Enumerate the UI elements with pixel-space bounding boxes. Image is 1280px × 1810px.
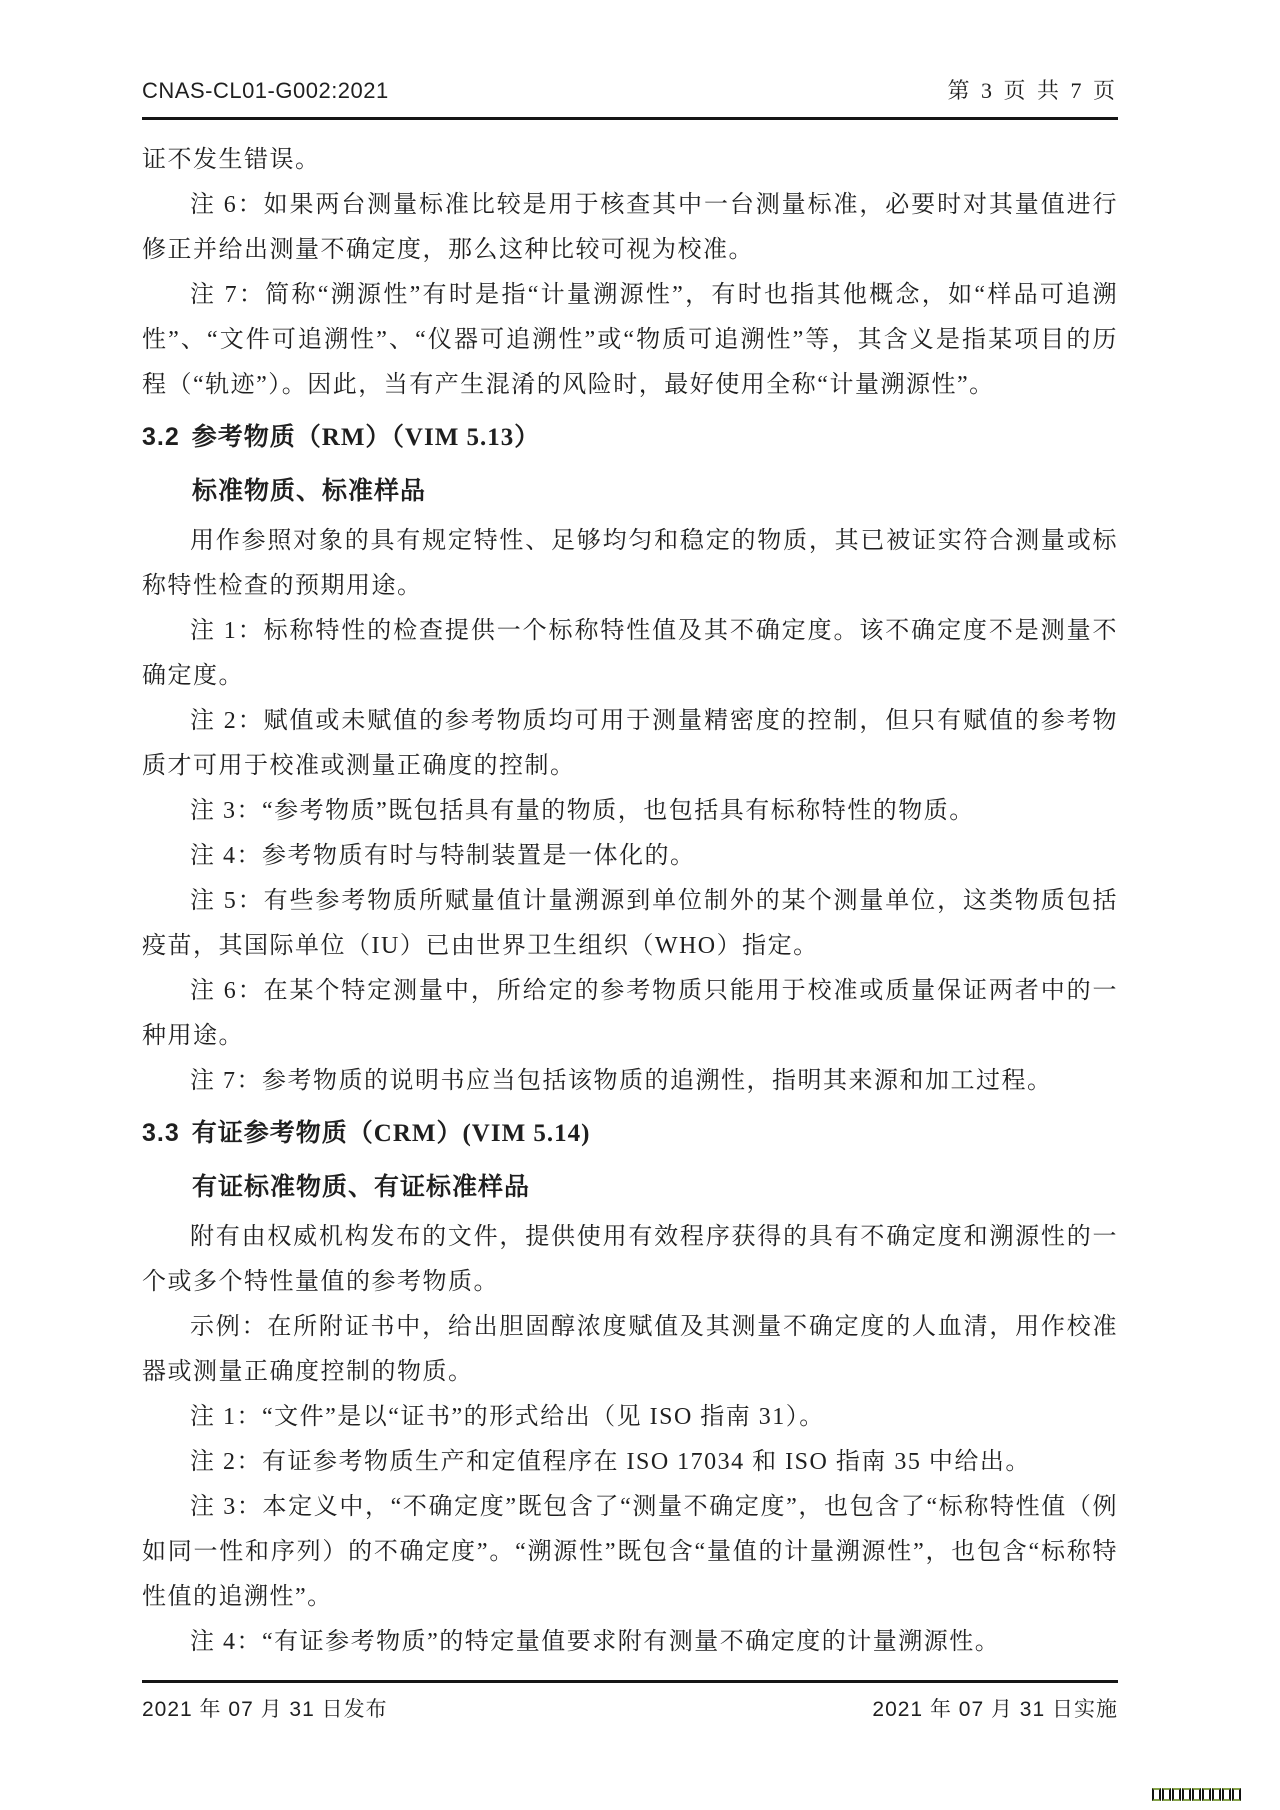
paragraph-note: 注 4：参考物质有时与特制装置是一体化的。 <box>190 843 696 869</box>
barcode-square <box>1202 1788 1211 1801</box>
barcode-square <box>1212 1788 1221 1801</box>
paragraph-note: 注 6：如果两台测量标准比较是用于核查其中一台测量标准，必要时对其量值进行修正并给出测量不确定度，那么这种比较可视为校准。 <box>142 192 1118 263</box>
doc-code: CNAS-CL01-G002:2021 <box>142 78 389 103</box>
paragraph-example: 示例：在所附证书中，给出胆固醇浓度赋值及其测量不确定度的人血清，用作校准器或测量正确度控制的物质。 <box>142 1314 1118 1385</box>
section-number: 3.3 <box>142 1119 180 1147</box>
barcode-square <box>1192 1788 1201 1801</box>
implementation-date: 2021 年 07 月 31 日实施 <box>872 1698 1118 1721</box>
section-title: 参考物质（RM）（VIM 5.13） <box>191 424 541 451</box>
page-header <box>142 0 1118 120</box>
page-footer <box>142 1680 1118 1723</box>
section-subheading: 有证标准物质、有证标准样品 <box>192 1174 531 1201</box>
section-number: 3.2 <box>142 423 180 451</box>
barcode-square <box>1222 1788 1231 1801</box>
barcode-square <box>1152 1788 1161 1801</box>
barcode-square <box>1182 1788 1191 1801</box>
paragraph-continuation: 证不发生错误。 <box>142 147 321 173</box>
paragraph-note: 注 1：标称特性的检查提供一个标称特性值及其不确定度。该不确定度不是测量不确定度。 <box>142 618 1118 689</box>
paragraph-note: 注 3：本定义中，“不确定度”既包含了“测量不确定度”，也包含了“标称特性值（例如同一性和序列）的不确定度”。“溯源性”既包含“量值的计量溯源性”，也包含“标称特性值的追溯性”。 <box>142 1494 1118 1610</box>
paragraph-note: 注 2：有证参考物质生产和定值程序在 ISO 17034 和 ISO 指南 35 中给出。 <box>190 1449 1031 1475</box>
barcode-square <box>1232 1788 1241 1801</box>
page-number-info: 第 3 页 共 7 页 <box>947 78 1118 103</box>
document-body <box>142 120 1118 1665</box>
barcode-square <box>1162 1788 1171 1801</box>
barcode-square <box>1172 1788 1181 1801</box>
section-subheading: 标准物质、标准样品 <box>192 478 427 505</box>
paragraph-note: 注 4：“有证参考物质”的特定量值要求附有测量不确定度的计量溯源性。 <box>190 1629 1001 1655</box>
paragraph-note: 注 3：“参考物质”既包括具有量的物质，也包括具有标称特性的物质。 <box>190 798 975 824</box>
paragraph-definition: 附有由权威机构发布的文件，提供使用有效程序获得的具有不确定度和溯源性的一个或多个特性量值的参考物质。 <box>142 1224 1118 1295</box>
paragraph-note: 注 1：“文件”是以“证书”的形式给出（见 ISO 指南 31）。 <box>190 1404 825 1430</box>
issue-date: 2021 年 07 月 31 日发布 <box>142 1698 388 1721</box>
section-heading-3-2 <box>142 414 1118 461</box>
section-title: 有证参考物质（CRM）(VIM 5.14) <box>191 1120 591 1147</box>
paragraph-note: 注 7：参考物质的说明书应当包括该物质的追溯性，指明其来源和加工过程。 <box>190 1068 1053 1094</box>
paragraph-note: 注 6：在某个特定测量中，所给定的参考物质只能用于校准或质量保证两者中的一种用途。 <box>142 978 1118 1049</box>
scan-barcode-artifact <box>1152 1788 1241 1801</box>
paragraph-note: 注 5：有些参考物质所赋量值计量溯源到单位制外的某个测量单位，这类物质包括疫苗，其国际单位（IU）已由世界卫生组织（WHO）指定。 <box>142 888 1118 959</box>
paragraph-definition: 用作参照对象的具有规定特性、足够均匀和稳定的物质，其已被证实符合测量或标称特性检查的预期用途。 <box>142 528 1118 599</box>
paragraph-note: 注 2：赋值或未赋值的参考物质均可用于测量精密度的控制，但只有赋值的参考物质才可用于校准或测量正确度的控制。 <box>142 708 1118 779</box>
section-heading-3-3 <box>142 1110 1118 1157</box>
paragraph-note: 注 7：简称“溯源性”有时是指“计量溯源性”，有时也指其他概念，如“样品可追溯性”、“文件可追溯性”、“仪器可追溯性”或“物质可追溯性”等，其含义是指某项目的历程（“轨迹”）。因此，当有产生混淆的风险时，最好使用全称“计量溯源性”。 <box>142 282 1118 398</box>
